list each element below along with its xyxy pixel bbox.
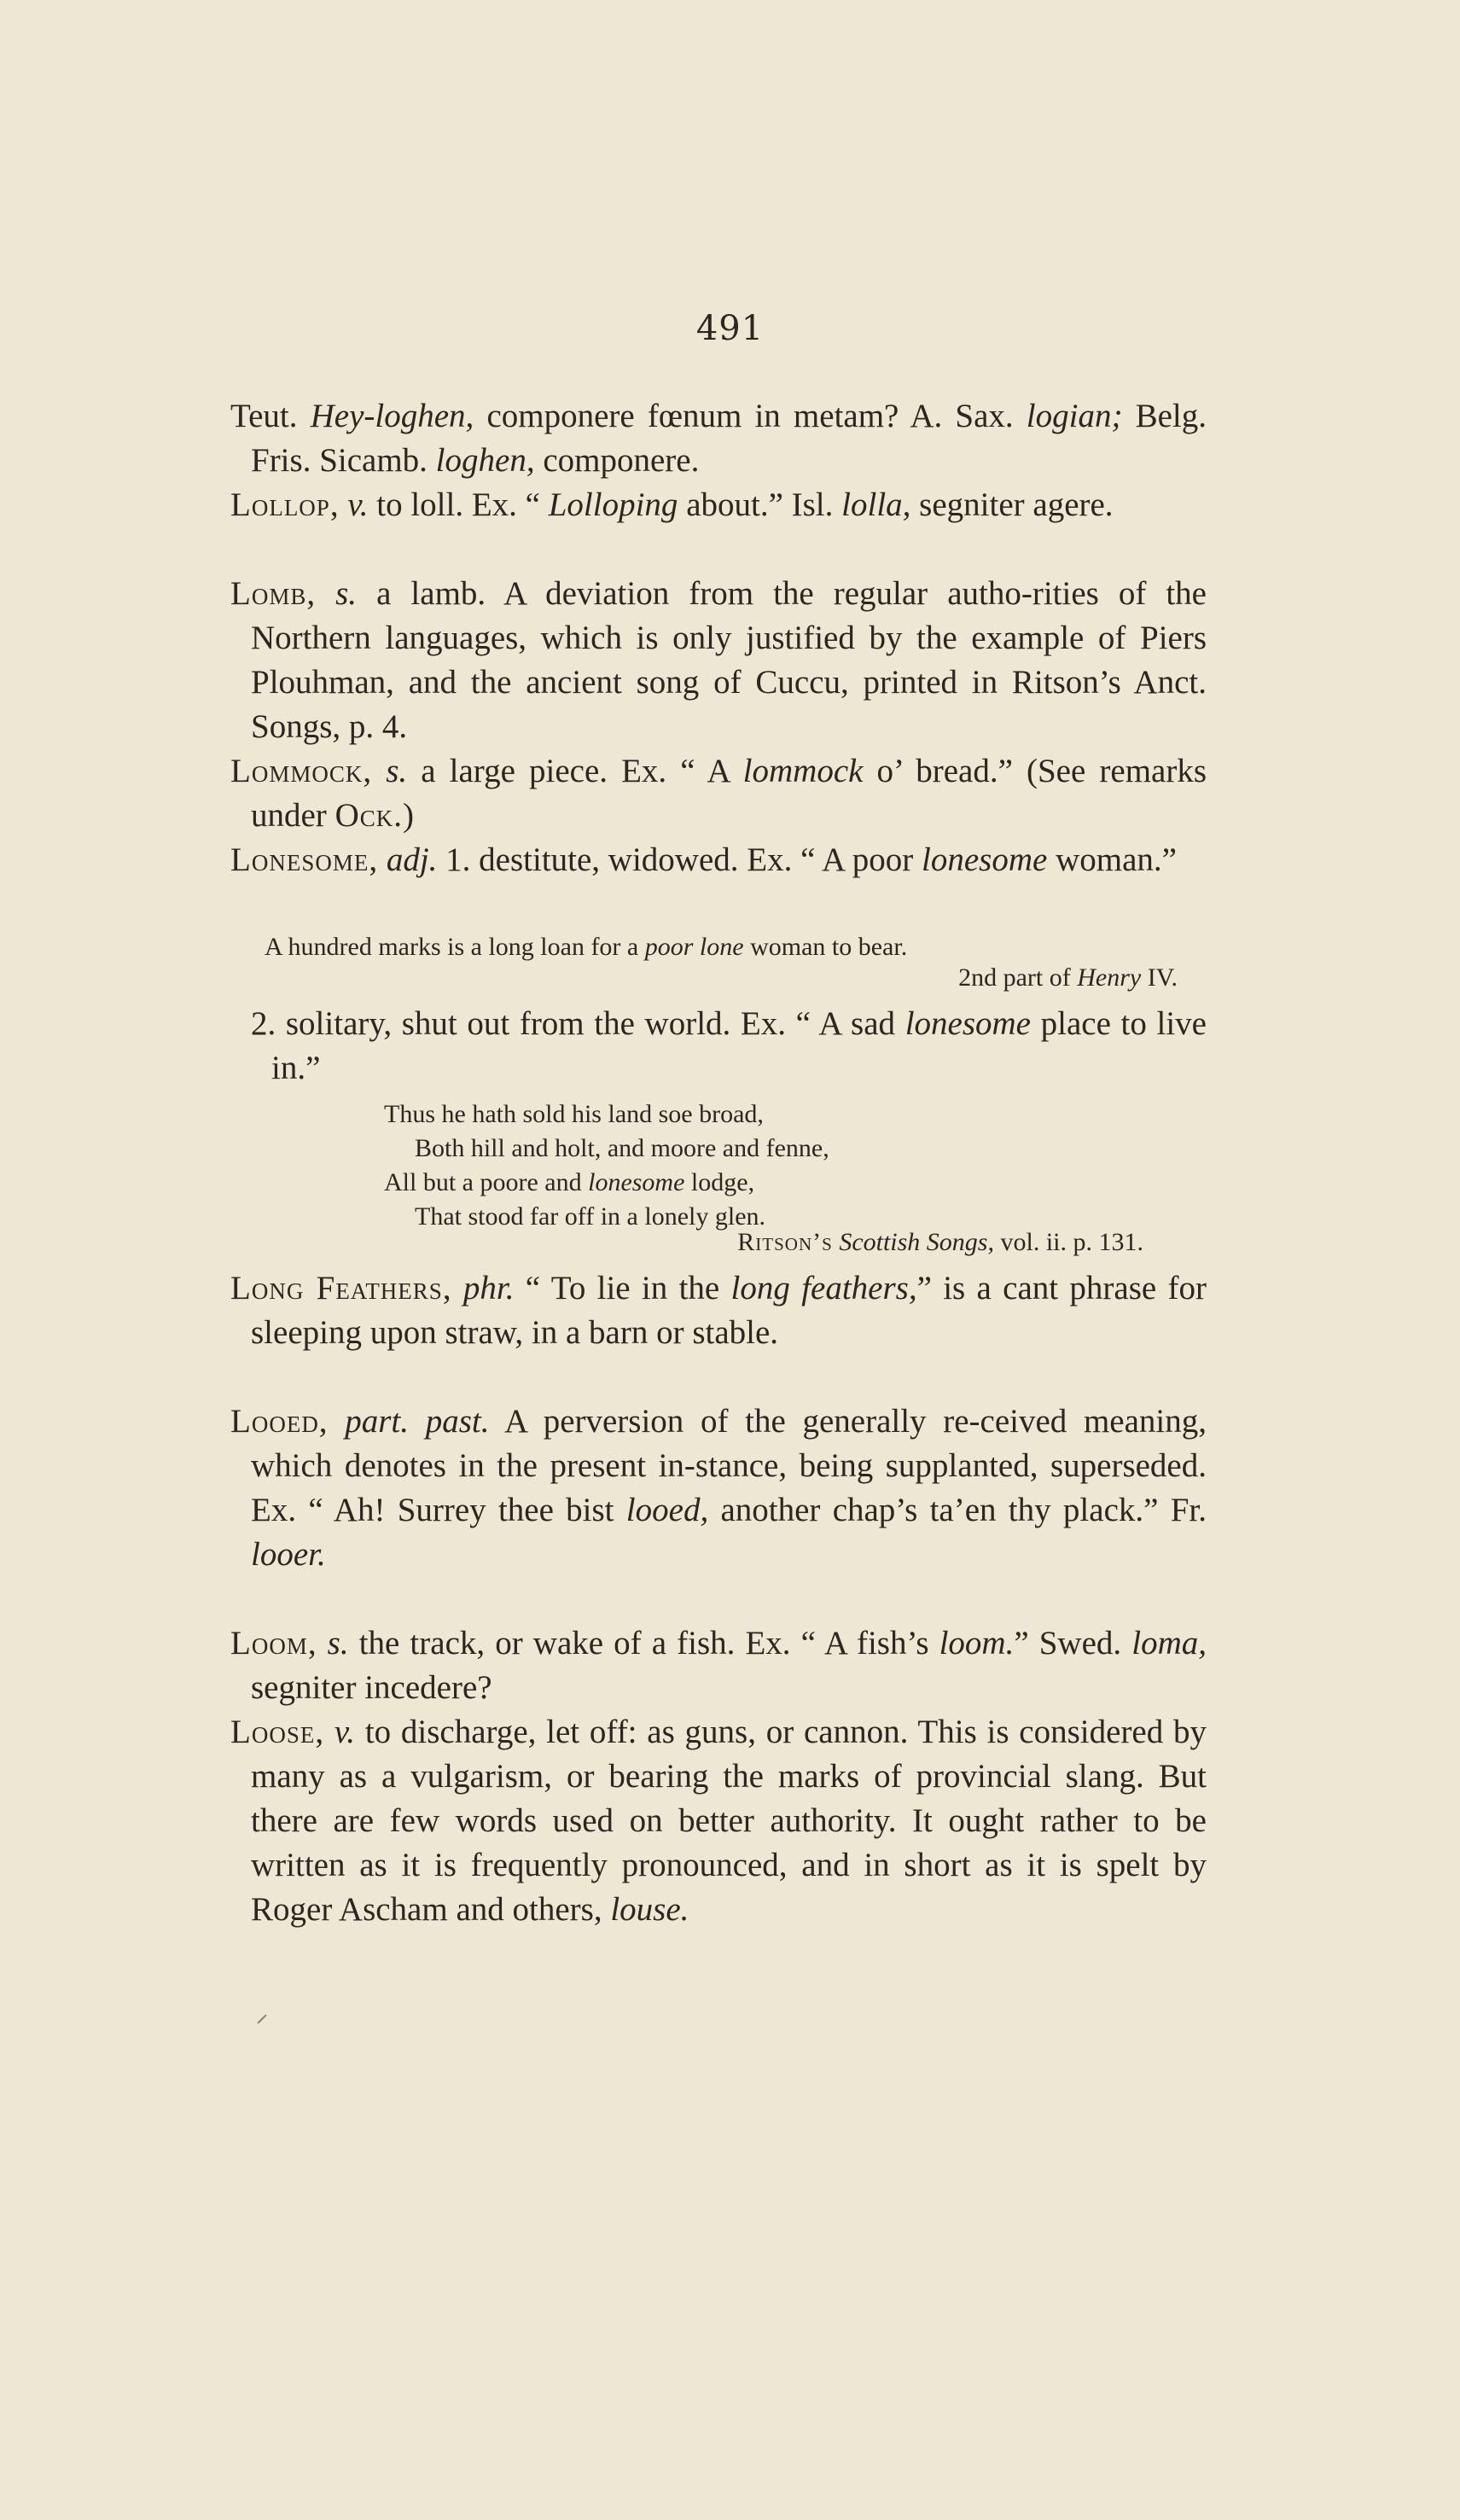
entry-looed: Looed, part. past. A perversion of the generally re-ceived meaning, which denotes in the present in-stance, being supplanted, superseded. Ex. “ Ah! Surrey thee bist looed, another chap’s ta’en thy plack.” Fr. looer. [230,1403,1207,1573]
entry-lollop: Lollop, v. to loll. Ex. “ Lolloping about.” Isl. lolla, segniter agere. [230,486,1114,523]
quotation-attribution: 2nd part of Henry IV. [958,963,1178,992]
entry-lomb: Lomb, s. a lamb. A deviation from the regular autho-rities of the Northern languages, which is only justified by the example of Piers Plouhman, and the ancient song of Cuccu, printed in Ritson’s Anct. Songs, p. 4. [230,575,1207,745]
headword: Loom, [230,1625,317,1662]
entry-lommock: Lommock, s. a large piece. Ex. “ A lommock o’ bread.” (See remarks under Ock.) [230,753,1207,834]
page-number: 491 [695,309,765,348]
headword: Looed, [230,1403,329,1440]
poem-attribution: Ritson’s Scottish Songs, vol. ii. p. 131. [737,1228,1143,1256]
poem-quotation: Thus he hath sold his land soe broad, Both hill and holt, and moore and fenne, All but a poore and lonesome lodge, That stood far off in a lonely glen. [384,1100,829,1231]
headword: Lonesome, [230,841,379,878]
headword: Lollop, [230,486,340,523]
stray-pencil-mark [257,2014,266,2023]
entry-loom: Loom, s. the track, or wake of a fish. Ex. “ A fish’s loom.” Swed. loma, segniter incedere? [230,1625,1207,1706]
entry-continuation: Teut. Hey-loghen, componere fœnum in metam? A. Sax. logian; Belg. Fris. Sicamb. loghen, componere. [230,398,1207,479]
headword: Long Feathers, [230,1270,452,1307]
quotation-shakespeare: A hundred marks is a long loan for a poor lone woman to bear. 2nd part of Henry IV. [265,933,1178,992]
headword: Lommock, [230,753,373,789]
entry-loose: Loose, v. to discharge, let off: as guns, or cannon. This is considered by many as a vulgarism, or bearing the marks of provincial slang. But there are few words used on better authority. It ought rather to be written as it is frequently pronounced, and in short as it is spelt by Roger Ascham and others, louse. [230,1714,1207,1928]
headword: Lomb, [230,575,317,612]
entry-lonesome-sense-2: 2. solitary, shut out from the world. Ex. “ A sad lonesome place to live in.” [251,1005,1207,1086]
entry-long-feathers: Long Feathers, phr. “ To lie in the long feathers,” is a cant phrase for sleeping upon straw, in a barn or stable. [230,1270,1207,1351]
headword: Loose, [230,1714,325,1750]
entry-lonesome: Lonesome, adj. 1. destitute, widowed. Ex. “ A poor lonesome woman.” [230,841,1177,878]
